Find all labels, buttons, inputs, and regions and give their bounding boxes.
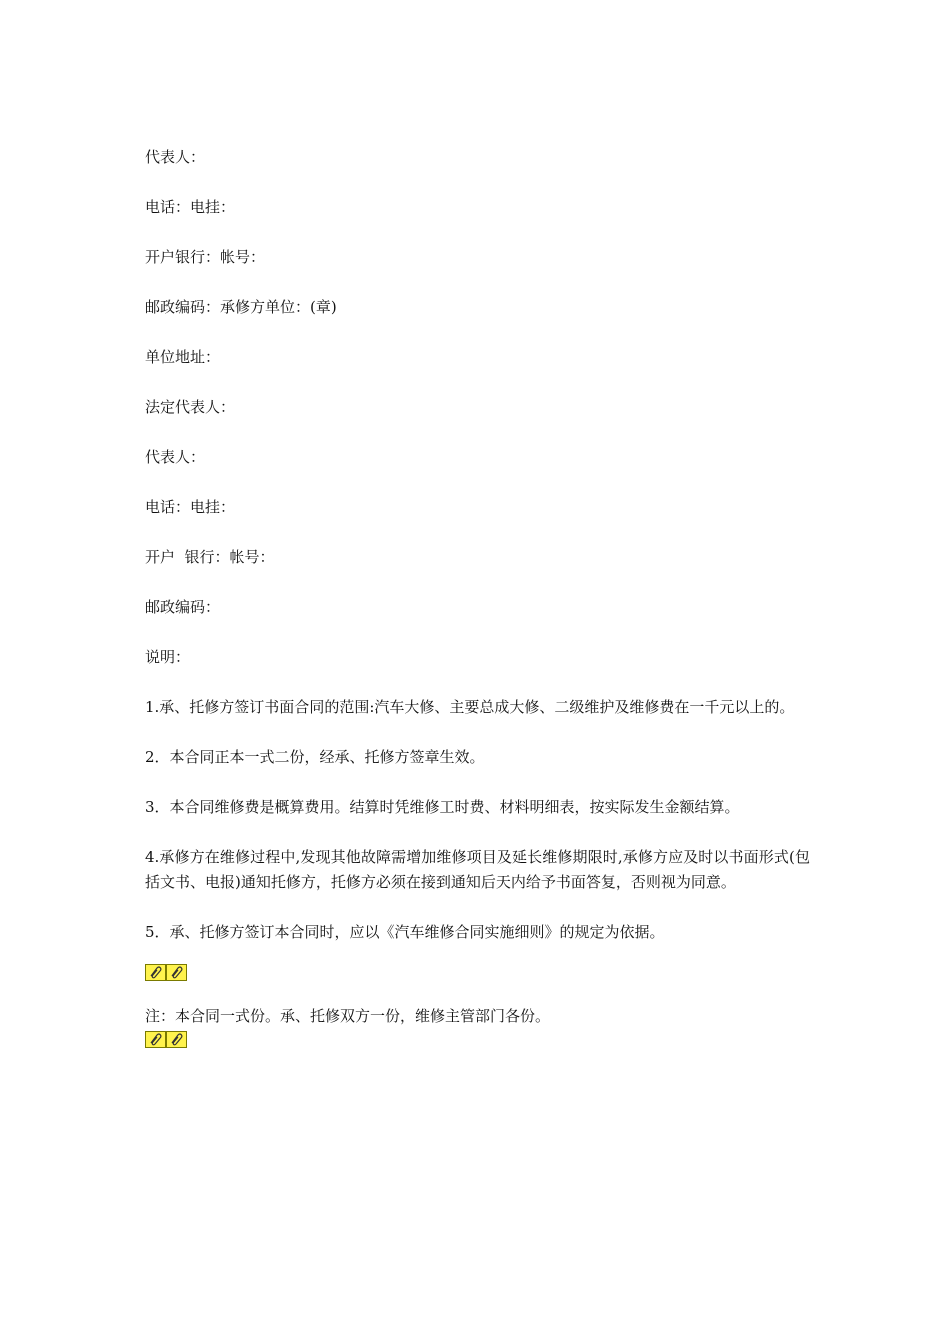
postal-code-repairer-line: 邮政编码：承修方单位：(章) <box>145 298 337 316</box>
bank-account-line: 开户银行：帐号： <box>145 248 266 266</box>
footer-note: 注：本合同一式份。承、托修双方一份，维修主管部门各份。 <box>145 1007 551 1025</box>
attachment-icon[interactable] <box>145 1031 166 1048</box>
document-page <box>145 145 810 1049</box>
attachment-icon[interactable] <box>145 964 166 981</box>
legal-representative-line: 法定代表人： <box>145 398 236 416</box>
attachment-icon[interactable] <box>166 1031 187 1048</box>
note-item-1: 1.承、托修方签订书面合同的范围:汽车大修、主要总成大修、二级维护及维修费在一千元以上的。 <box>145 698 795 716</box>
attachment-icon[interactable] <box>166 964 187 981</box>
icon-row-1 <box>145 964 810 982</box>
representative-line-2: 代表人： <box>145 448 206 466</box>
note-item-3: 3．本合同维修费是概算费用。结算时凭维修工时费、材料明细表，按实际发生金额结算。 <box>145 798 740 816</box>
representative-line: 代表人： <box>145 148 206 166</box>
bank-account-line-2: 开户 银行：帐号： <box>145 548 275 566</box>
unit-address-line: 单位地址： <box>145 348 221 366</box>
note-item-4: 4.承修方在维修过程中,发现其他故障需增加维修项目及延长维修期限时,承修方应及时以书面形式(包括文书、电报)通知托修方，托修方必须在接到通知后天内给予书面答复，否则视为同意。 <box>145 848 810 891</box>
note-item-5: 5．承、托修方签订本合同时，应以《汽车维修合同实施细则》的规定为依据。 <box>145 923 665 941</box>
phone-line: 电话：电挂： <box>145 198 236 216</box>
note-item-2: 2．本合同正本一式二份，经承、托修方签章生效。 <box>145 748 485 766</box>
phone-line-2: 电话：电挂： <box>145 498 236 516</box>
icon-row-2 <box>145 1031 810 1049</box>
explanation-heading: 说明： <box>145 648 191 666</box>
postal-code-line-2: 邮政编码： <box>145 598 221 616</box>
